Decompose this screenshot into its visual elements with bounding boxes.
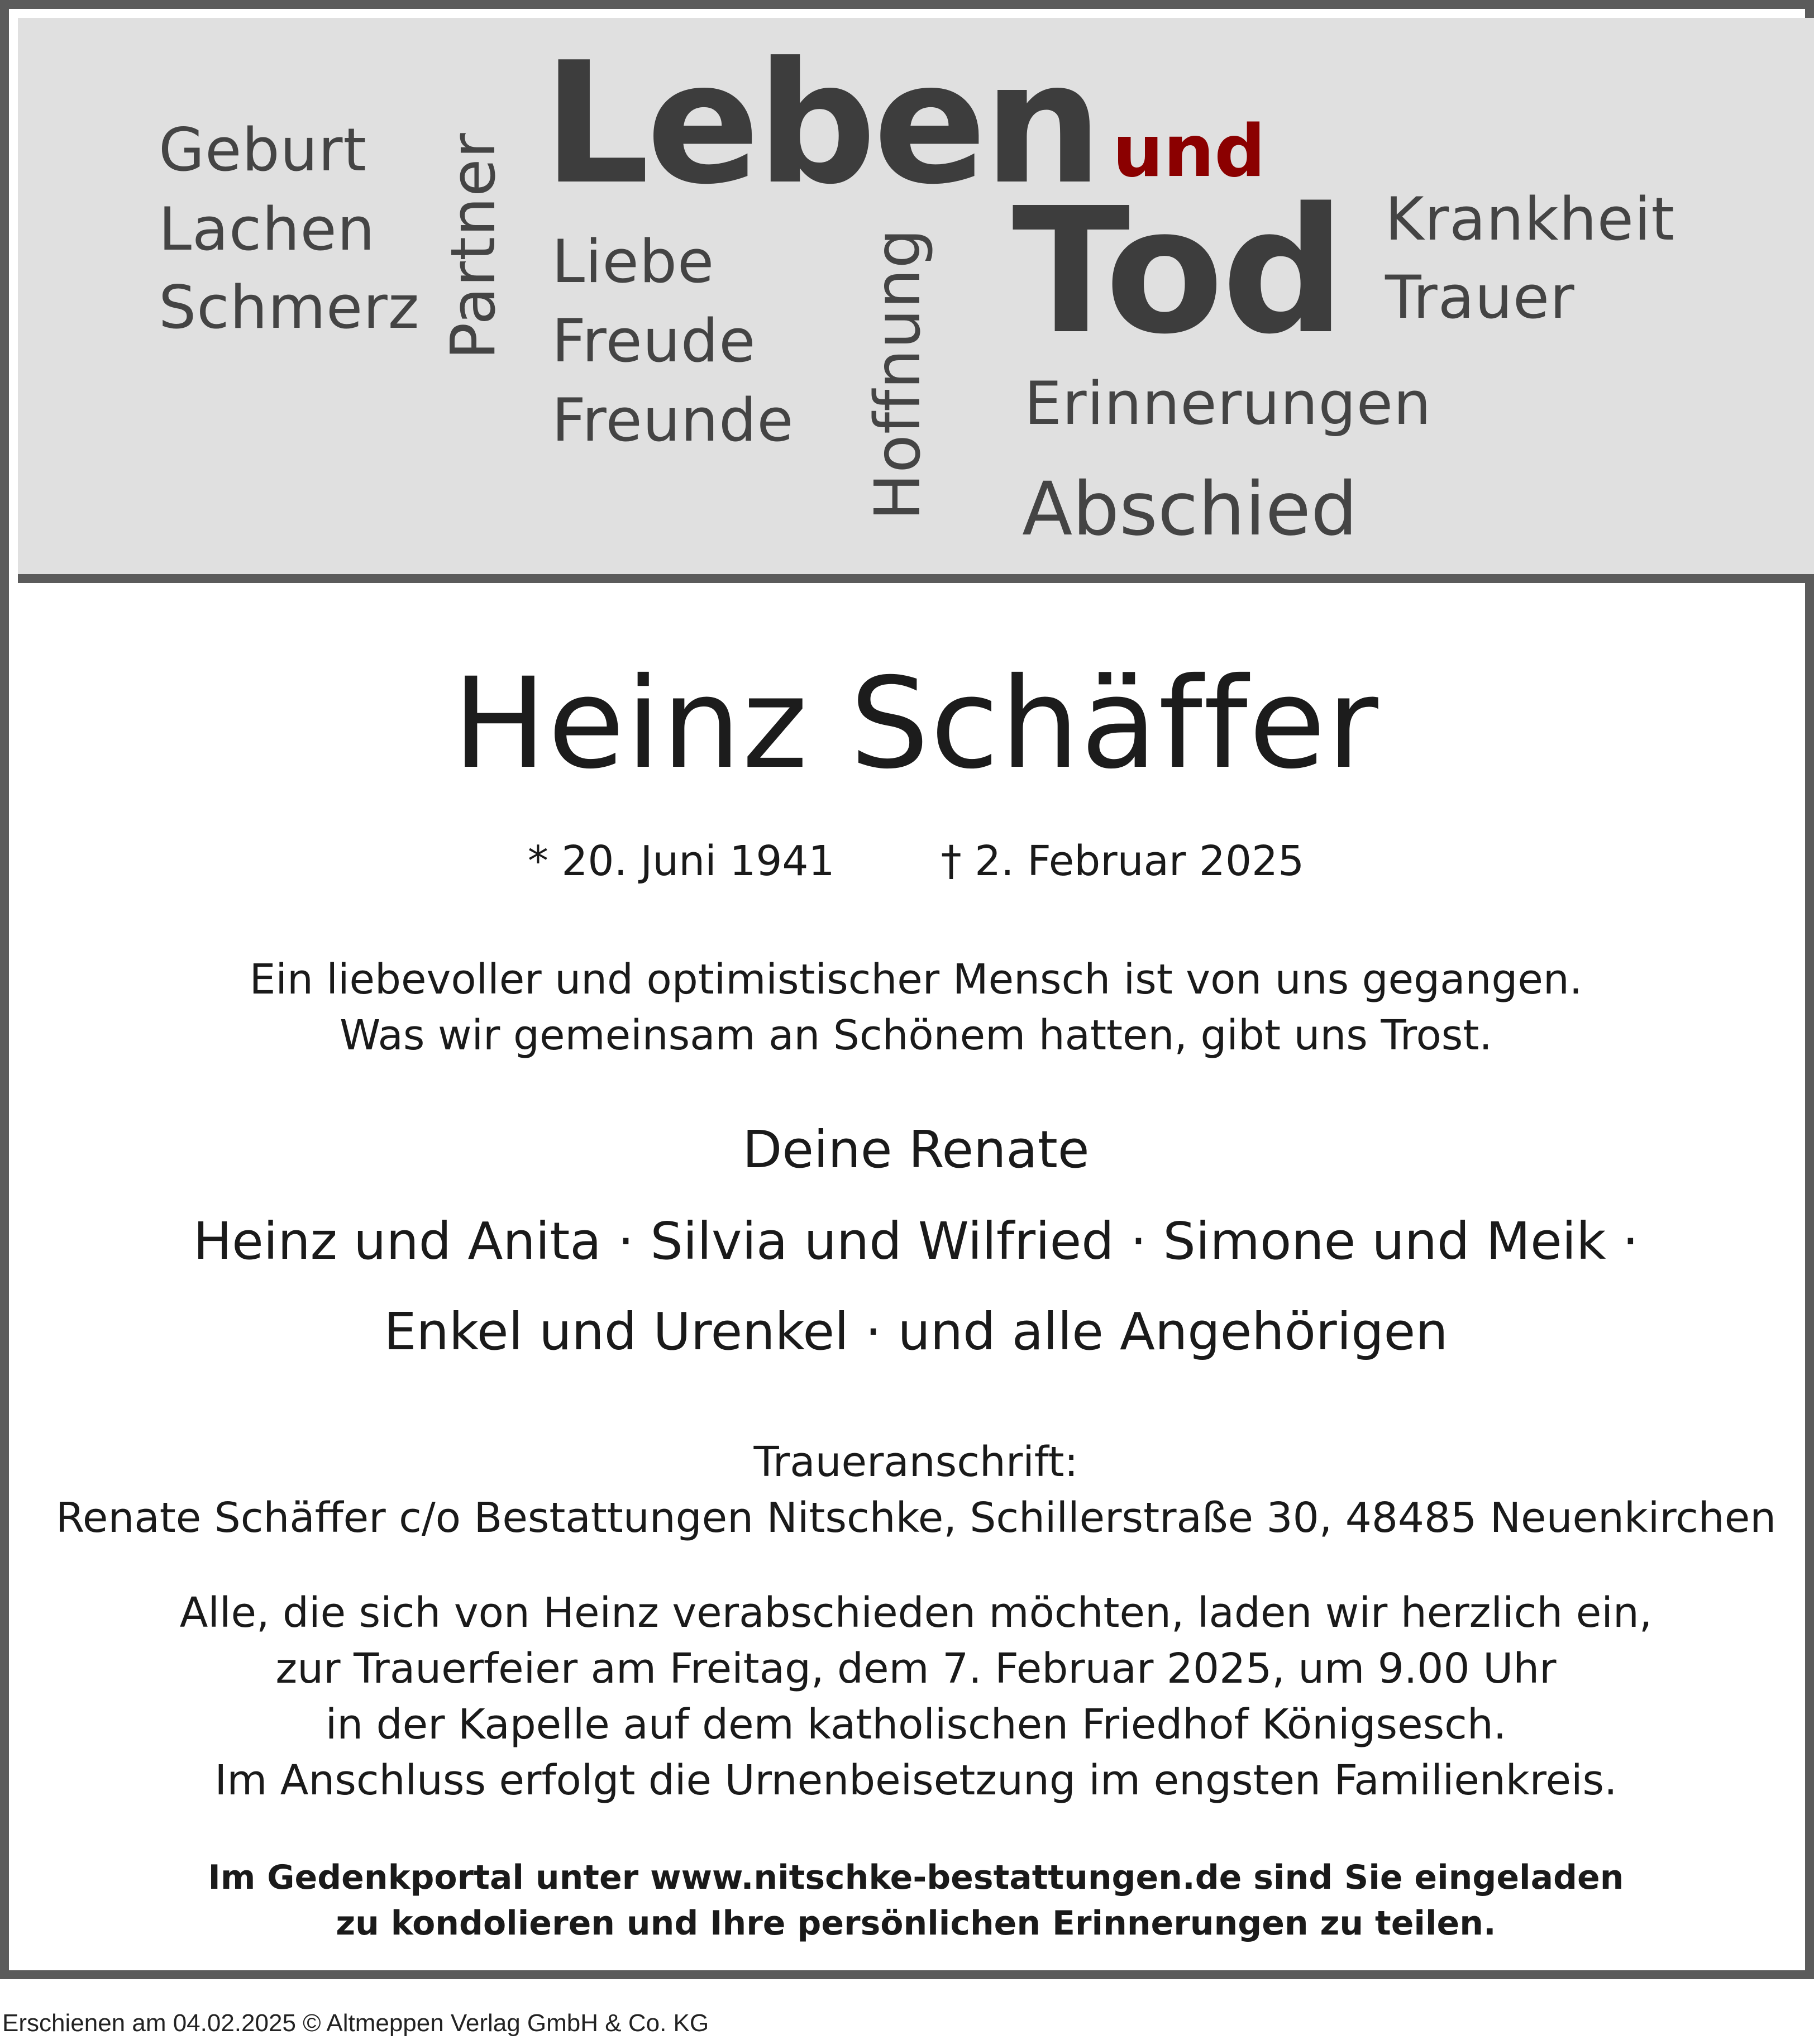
word-tod: Tod: [1012, 171, 1344, 372]
publication-footer: Erschienen am 04.02.2025 © Altmeppen Verlag GmbH & Co. KG: [2, 2009, 709, 2037]
word-freunde: Freunde: [552, 386, 794, 455]
invitation-line-4: Im Anschluss erfolgt die Urnenbeisetzung im engsten Familienkreis.: [214, 1756, 1617, 1804]
word-trauer: Trauer: [1385, 263, 1575, 332]
life-dates: [18, 837, 1814, 886]
word-partner: Partner: [437, 132, 509, 360]
mourning-address: Renate Schäffer c/o Bestattungen Nitschke, Schillerstraße 30, 48485 Neuenkirchen: [55, 1494, 1777, 1542]
word-krankheit: Krankheit: [1385, 185, 1675, 254]
mourner-line-3: Enkel und Urenkel · und alle Angehörigen: [384, 1302, 1448, 1362]
word-freude: Freude: [552, 307, 756, 375]
deceased-name: Heinz Schäffer: [452, 651, 1379, 796]
death-date: † 2. Februar 2025: [941, 837, 1305, 885]
word-liebe: Liebe: [552, 227, 715, 296]
word-leben: Leben: [543, 26, 1100, 221]
word-erinnerungen: Erinnerungen: [1024, 369, 1432, 438]
mourner-line-2: Heinz und Anita · Silvia und Wilfried · Simone und Meik ·: [193, 1211, 1639, 1271]
birth-date: * 20. Juni 1941: [527, 837, 835, 885]
word-cloud-header: [18, 18, 1814, 583]
portal-line-2: zu kondolieren und Ihre persönlichen Erinnerungen zu teilen.: [336, 1904, 1496, 1943]
portal-line-1: Im Gedenkportal unter www.nitschke-bestattungen.de sind Sie eingeladen: [208, 1858, 1624, 1897]
word-abschied: Abschied: [1022, 466, 1358, 552]
invitation-line-3: in der Kapelle auf dem katholischen Friedhof Königsesch.: [325, 1701, 1507, 1749]
verse-line-2: Was wir gemeinsam an Schönem hatten, gibt uns Trost.: [340, 1011, 1492, 1059]
word-und: und: [1113, 110, 1266, 193]
word-geburt: Geburt: [159, 116, 367, 184]
verse-line-1: Ein liebevoller und optimistischer Mensch ist von uns gegangen.: [249, 956, 1583, 1004]
invitation-line-1: Alle, die sich von Heinz verabschieden möchten, laden wir herzlich ein,: [179, 1589, 1653, 1637]
word-hoffnung: Hoffnung: [862, 228, 934, 520]
address-label: Traueranschrift:: [753, 1438, 1078, 1486]
word-schmerz: Schmerz: [159, 273, 420, 342]
invitation-line-2: zur Trauerfeier am Freitag, dem 7. Februar 2025, um 9.00 Uhr: [275, 1645, 1557, 1693]
mourner-line-1: Deine Renate: [742, 1120, 1090, 1179]
word-lachen: Lachen: [159, 195, 375, 264]
